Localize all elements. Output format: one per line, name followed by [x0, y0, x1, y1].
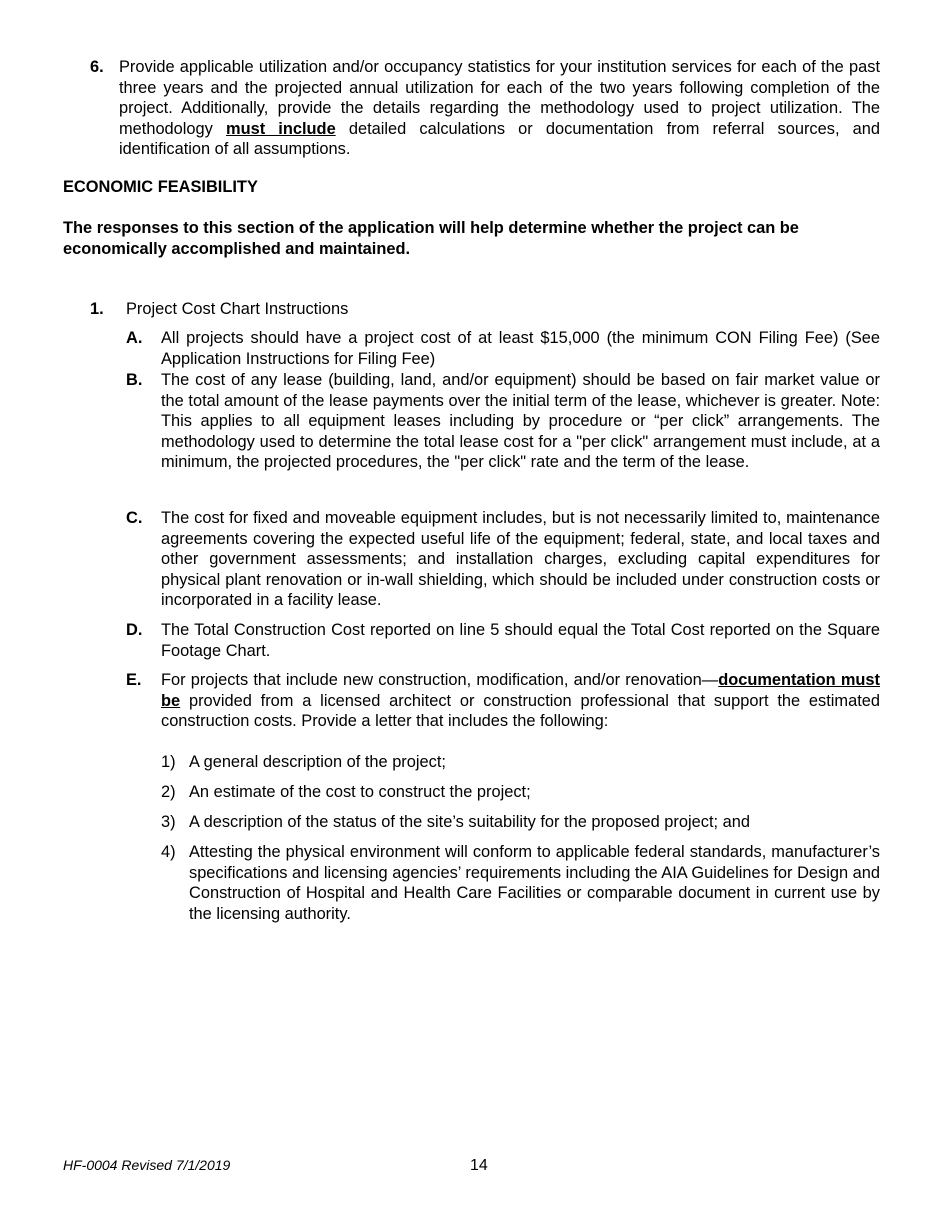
- subitem-e: [126, 670, 880, 732]
- subitem-e-letter: E.: [126, 671, 142, 689]
- subitem-a-text: All projects should have a project cost of at least $15,000 (the minimum CON Filing Fee) (See Application Instructions for Filing Fee): [161, 329, 880, 368]
- subitem-a: [126, 328, 880, 369]
- list-item-number: 2): [161, 783, 176, 801]
- section-heading: ECONOMIC FEASIBILITY: [63, 178, 258, 196]
- subitem-b-text: The cost of any lease (building, land, and/or equipment) should be based on fair market value or the total amount of the lease payments over the initial term of the lease, whichever is greater. Note: This applies to all equipment leases including by procedure or “per click” arrangements. The methodology used to determine the total lease cost for a "per click" arrangement must include, at a minimum, the projected procedures, the "per click" rate and the term of the lease.: [161, 371, 880, 471]
- list-item: [161, 752, 880, 773]
- subitem-d: [126, 620, 880, 661]
- subitem-e-text-after: provided from a licensed architect or construction professional that support the estimated construction costs. Provide a letter that includes the following:: [161, 691, 880, 730]
- subitem-b-letter: B.: [126, 371, 143, 389]
- subitem-e-text: [161, 670, 880, 732]
- list-item: [161, 782, 880, 803]
- subitem-e-emphasis: documentation must be: [161, 671, 880, 710]
- item-6-emphasis: must include: [226, 119, 336, 138]
- list-item-text: A description of the status of the site’s suitability for the proposed project; and: [189, 813, 750, 831]
- list-item-text: A general description of the project;: [189, 753, 446, 771]
- form-id-footer: HF-0004 Revised 7/1/2019: [63, 1157, 231, 1173]
- item-1-number: 1.: [90, 300, 104, 318]
- item-1-label: Project Cost Chart Instructions: [126, 300, 349, 318]
- subitem-d-letter: D.: [126, 621, 143, 639]
- list-item: [161, 842, 880, 924]
- list-item-text: An estimate of the cost to construct the project;: [189, 783, 531, 801]
- item-6-number: 6.: [90, 58, 104, 76]
- list-item-number: 1): [161, 753, 176, 771]
- list-item-number: 4): [161, 843, 176, 861]
- item-6: [90, 57, 880, 160]
- subitem-d-text: The Total Construction Cost reported on line 5 should equal the Total Cost reported on the Square Footage Chart.: [161, 621, 880, 660]
- subitem-a-letter: A.: [126, 329, 143, 347]
- list-item-number: 3): [161, 813, 176, 831]
- subitem-c: [126, 508, 880, 611]
- subitem-c-letter: C.: [126, 509, 143, 527]
- list-item: [161, 812, 880, 833]
- section-intro: The responses to this section of the application will help determine whether the project can be economically accomplished and maintained.: [63, 219, 799, 258]
- subitem-b: [126, 370, 880, 473]
- item-6-text-before: Provide applicable utilization and/or occupancy statistics for your institution services for each of the past three years and the projected annual utilization for each of the two years following completion of the project. Additionally, provide the details regarding the methodology used to project utilization. The methodology: [119, 58, 880, 138]
- item-6-text-after: detailed calculations or documentation from referral sources, and identification of all assumptions.: [119, 119, 880, 158]
- page-number: 14: [470, 1157, 488, 1174]
- subitem-e-text-before: For projects that include new construction, modification, and/or renovation—: [161, 671, 719, 689]
- subitem-c-text: The cost for fixed and moveable equipment includes, but is not necessarily limited to, maintenance agreements covering the expected useful life of the equipment; federal, state, and local taxes and other government assessments; and installation charges, excluding capital expenditures for physical plant renovation or in-wall shielding, which should be included under construction costs or incorporated in a facility lease.: [161, 509, 880, 609]
- list-item-text: Attesting the physical environment will conform to applicable federal standards, manufacturer’s specifications and licensing agencies’ requirements including the AIA Guidelines for Design and Construction of Hospital and Health Care Facilities or comparable document in current use by the licensing authority.: [189, 843, 880, 923]
- item-6-text: [119, 57, 880, 160]
